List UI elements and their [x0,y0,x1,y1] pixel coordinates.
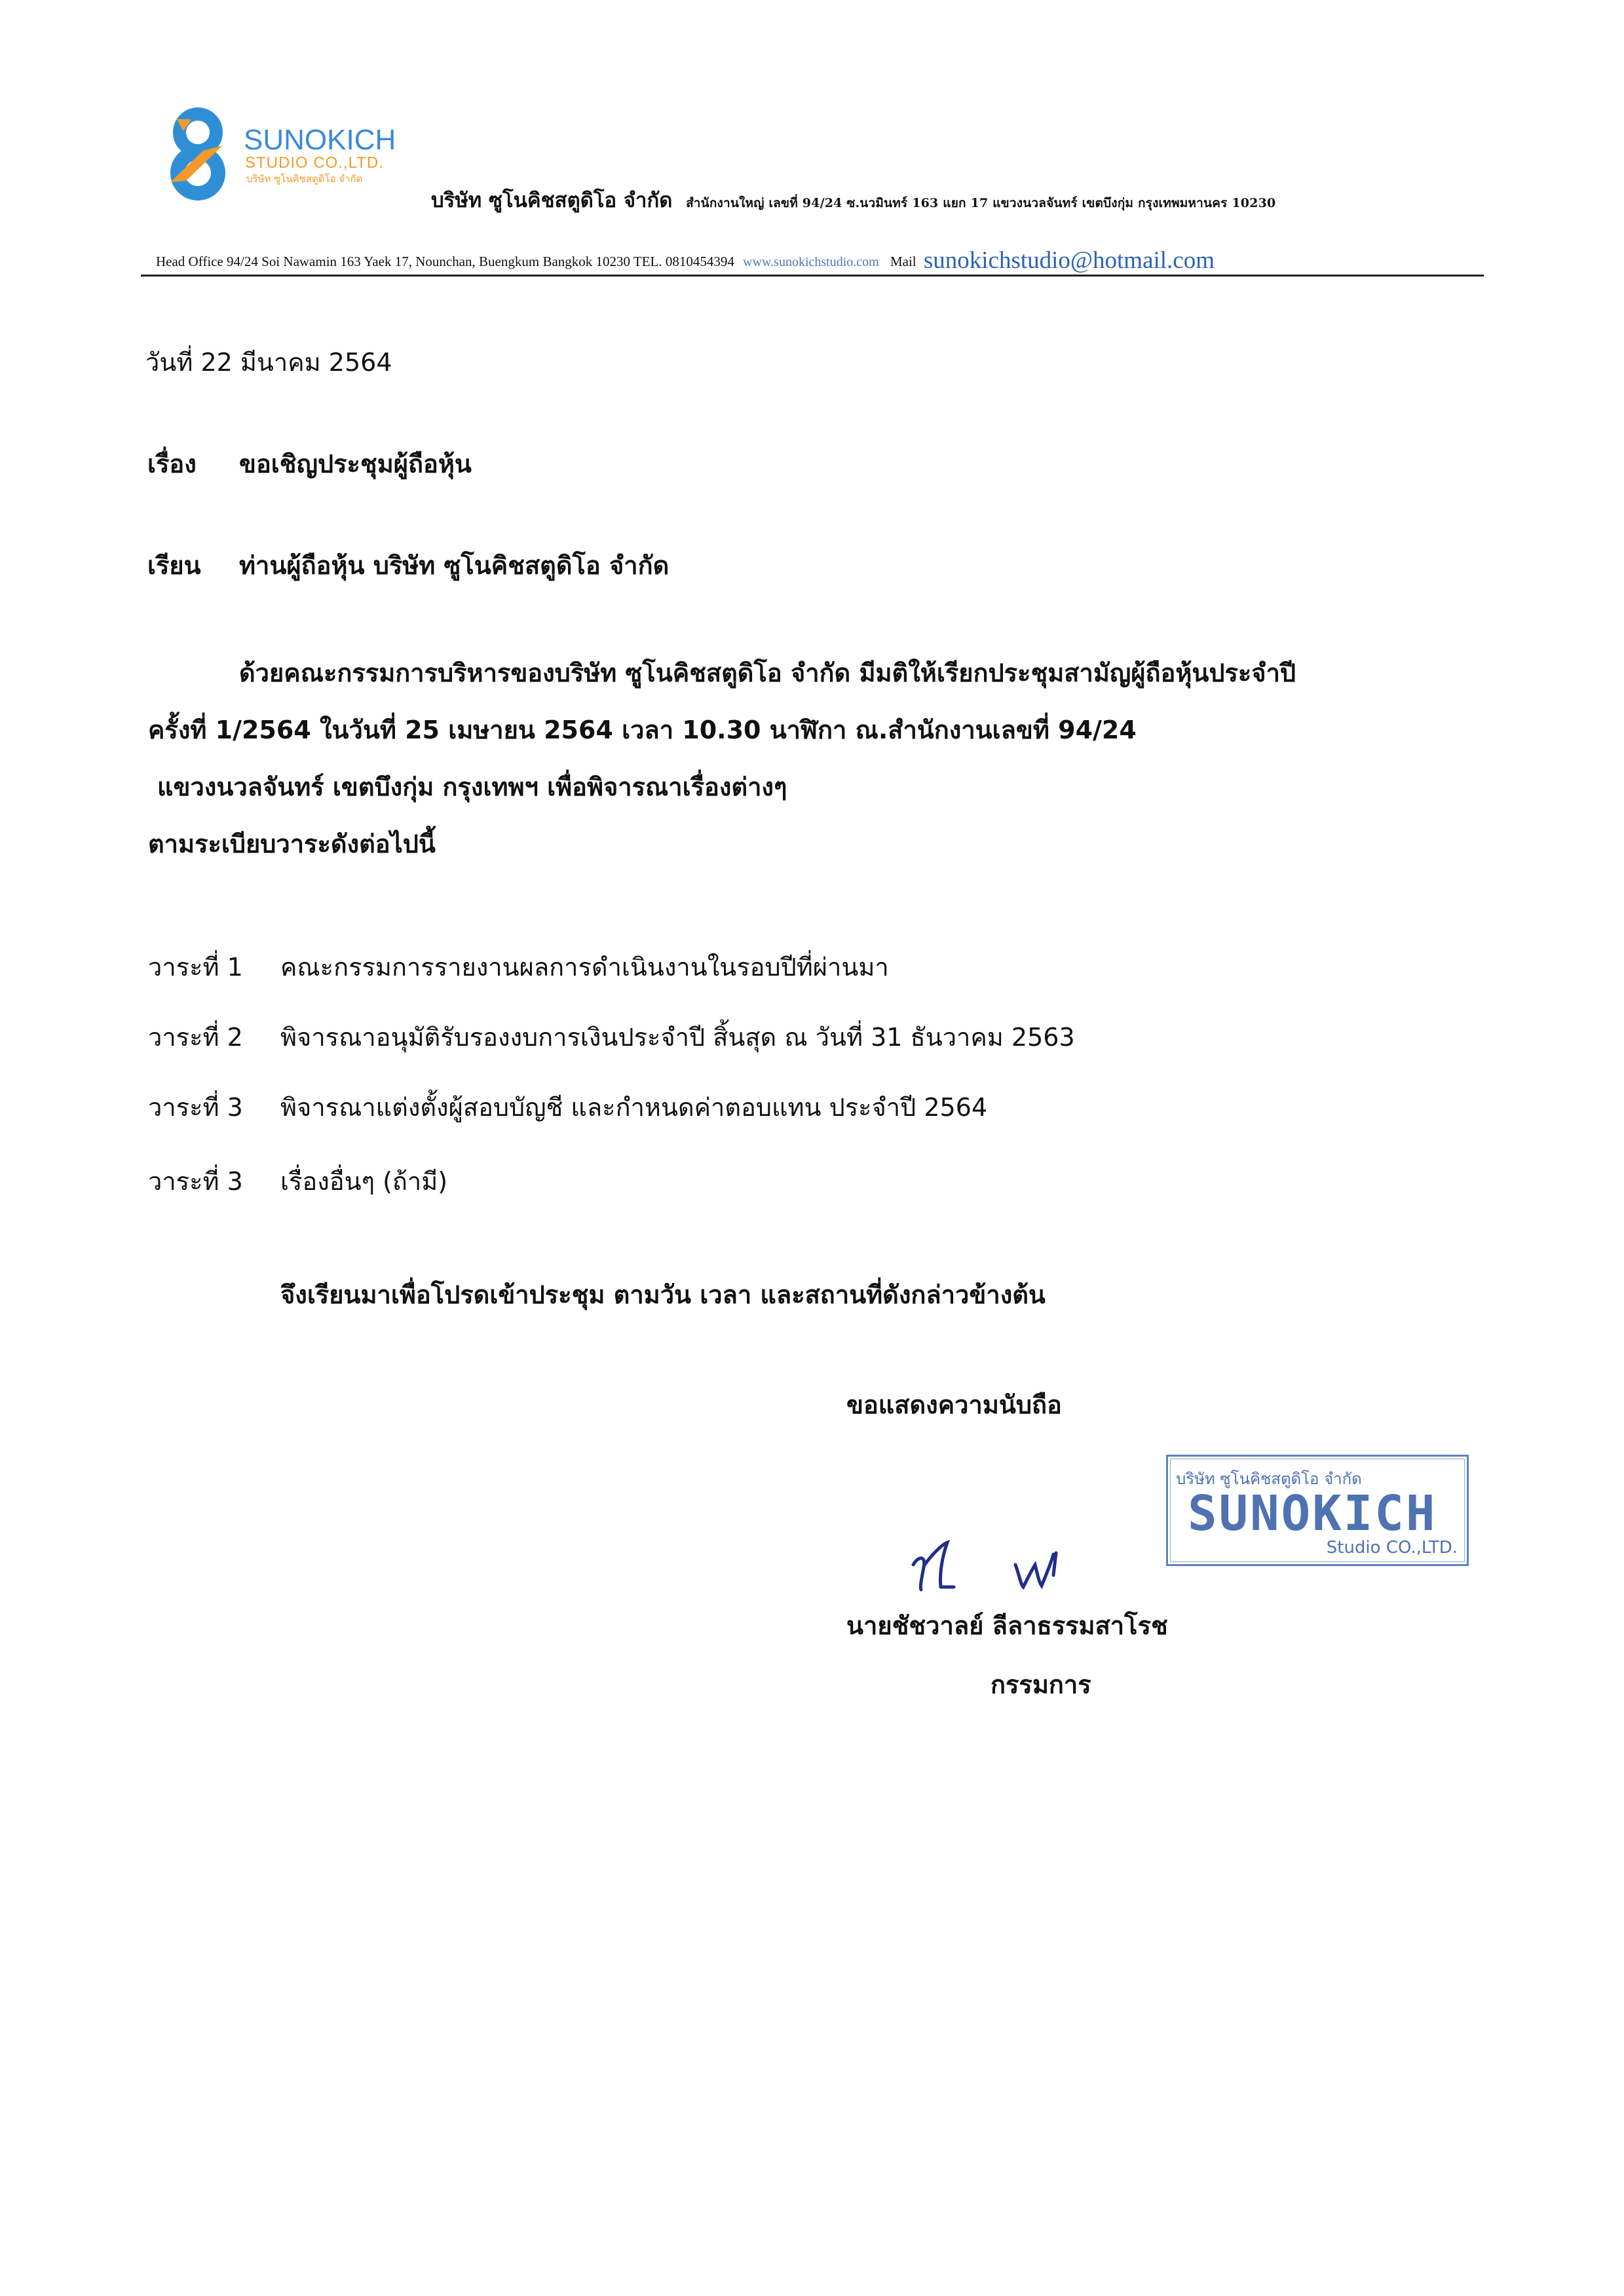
body-line-1: ด้วยคณะกรรมการบริหารของบริษัท ซูโนคิชสตูดิโอ จำกัด มีมติให้เรียกประชุมสามัญผู้ถือหุ้นประจำปี [239,659,1296,687]
agenda-label-4: วาระที่ 3 [148,1167,243,1196]
website-link[interactable]: www.sunokichstudio.com [743,255,879,269]
company-logo [157,105,432,203]
subject-label: เรื่อง [147,450,197,478]
email-link[interactable]: sunokichstudio@hotmail.com [923,247,1215,274]
recipient-text: ท่านผู้ถือหุ้น บริษัท ซูโนคิชสตูดิโอ จำกัด [239,551,670,580]
agenda-text-2: พิจารณาอนุมัติรับรองงบการเงินประจำปี สิ้นสุด ณ วันที่ 31 ธันวาคม 2563 [280,1023,1075,1052]
signer-name: นายชัชวาลย์ ลีลาธรรมสาโรช [846,1611,1168,1640]
agenda-label-2: วาระที่ 2 [148,1023,243,1052]
letterhead-company-line [431,183,1275,216]
logo-sub: STUDIO CO.,LTD. [245,154,384,172]
company-stamp [1166,1455,1469,1566]
company-name-th: บริษัท ซูโนคิชสตูดิโอ จำกัด [431,189,673,212]
closing-line: จึงเรียนมาเพื่อโปรดเข้าประชุม ตามวัน เวลา และสถานที่ดังกล่าวข้างต้น [280,1280,1046,1309]
agenda-label-1: วาระที่ 1 [148,953,243,982]
agenda-text-4: เรื่องอื่นๆ (ถ้ามี) [280,1167,448,1196]
letterhead-contact-line [156,246,1215,275]
logo-thai: บริษัท ซูโนคิชสตูดิโอ จำกัด [246,173,363,185]
mail-label: Mail [890,254,916,269]
body-line-2: ครั้งที่ 1/2564 ในวันที่ 25 เมษายน 2564 เวลา 10.30 นาฬิกา ณ.สำนักงานเลขที่ 94/24 [148,716,1137,744]
stamp-sub: Studio CO.,LTD. [1326,1538,1458,1558]
body-line-3: แขวงนวลจันทร์ เขตบึงกุ่ม กรุงเทพฯ เพื่อพิจารณาเรื่องต่างๆ [157,773,787,801]
agenda-label-3: วาระที่ 3 [148,1093,243,1122]
body-line-4: ตามระเบียบวาระดังต่อไปนี้ [148,830,436,858]
signer-position: กรรมการ [991,1670,1091,1699]
logo-mark-icon [170,114,223,193]
stamp-brand: SUNOKICH [1188,1485,1437,1542]
logo-brand: SUNOKICH [244,124,396,156]
letterhead-divider [141,275,1484,277]
regards-line: ขอแสดงความนับถือ [846,1390,1062,1419]
recipient-label: เรียน [147,551,201,580]
letter-date: วันที่ 22 มีนาคม 2564 [145,348,392,377]
agenda-text-3: พิจารณาแต่งตั้งผู้สอบบัญชี และกำหนดค่าตอบแทน ประจำปี 2564 [280,1093,988,1122]
subject-text: ขอเชิญประชุมผู้ถือหุ้น [239,450,472,478]
handwritten-signature [904,1527,1068,1599]
company-address-th: สำนักงานใหญ่ เลขที่ 94/24 ซ.นวมินทร์ 163 แยก 17 แขวงนวลจันทร์ เขตบึงกุ่ม กรุงเทพมหานคร 10230 [686,196,1276,210]
head-office-address: Head Office 94/24 Soi Nawamin 163 Yaek 17, Nounchan, Buengkum Bangkok 10230 TEL. 0810454394 [156,254,734,269]
stamp-thai: บริษัท ซูโนคิชสตูดิโอ จำกัด [1176,1470,1362,1488]
agenda-text-1: คณะกรรมการรายงานผลการดำเนินงานในรอบปีที่ผ่านมา [280,953,889,982]
